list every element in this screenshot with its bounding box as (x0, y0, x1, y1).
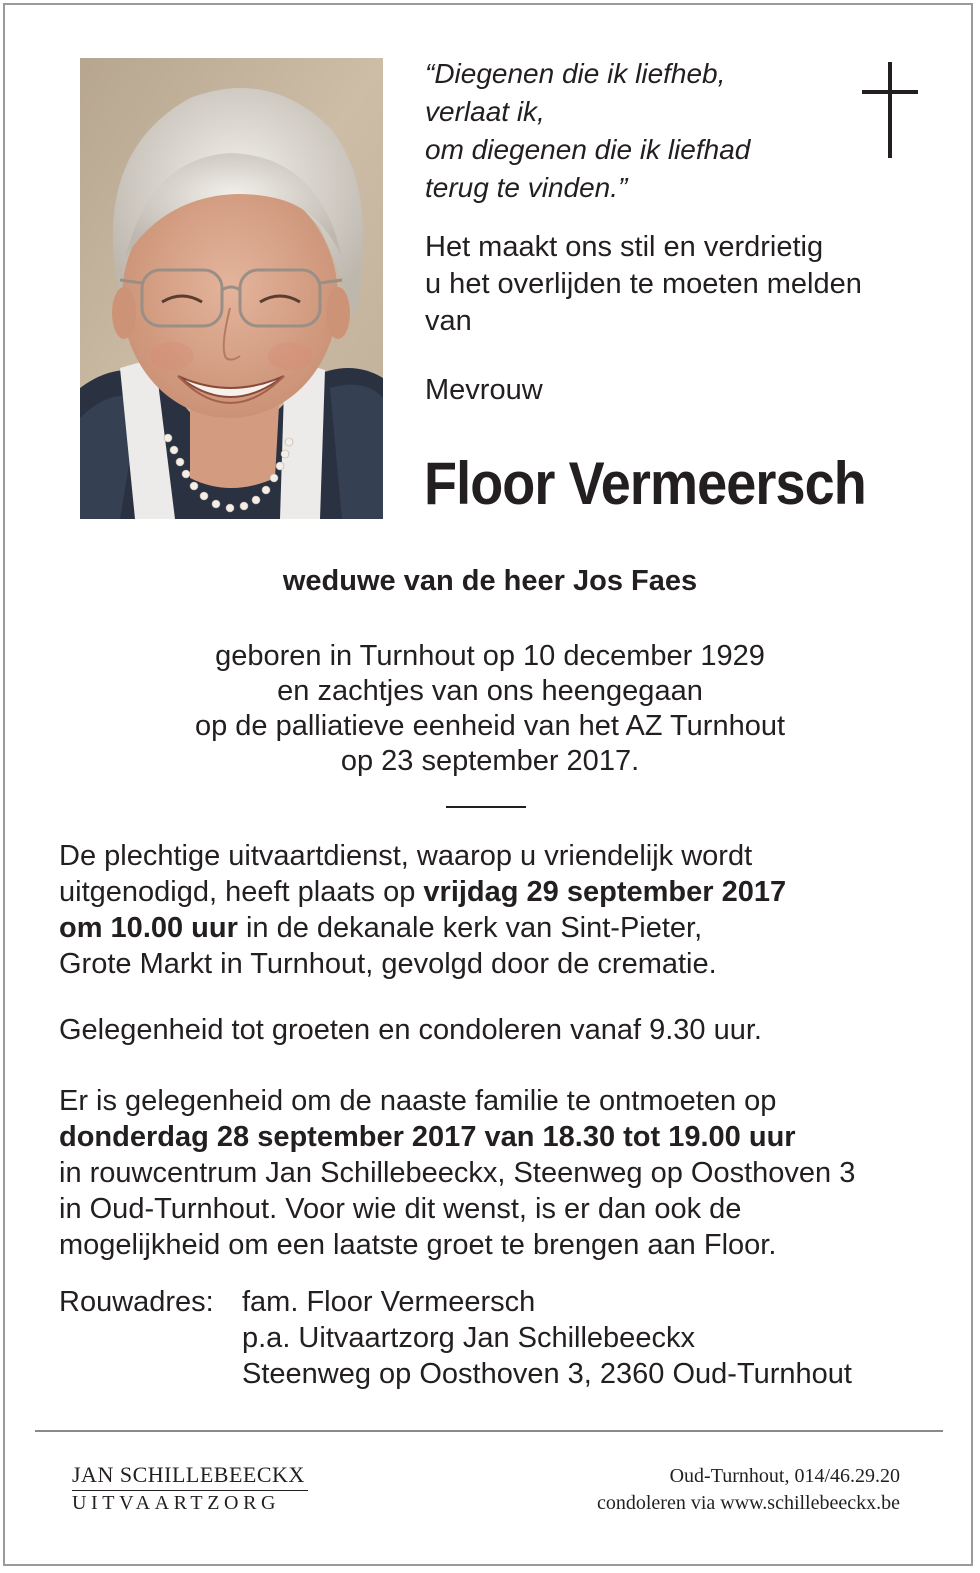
deceased-name: Floor Vermeersch (424, 450, 866, 517)
service-time: om 10.00 uur (59, 912, 238, 944)
greeting-paragraph (59, 1012, 939, 1048)
separator-line (446, 806, 526, 808)
family-meeting-paragraph (59, 1083, 939, 1263)
latin-cross-icon (860, 62, 920, 158)
announcement-intro (425, 229, 945, 340)
service-text: in de dekanale kerk van Sint-Pieter, (237, 912, 703, 944)
logo-name: JAN SCHILLEBEECKX (72, 1462, 305, 1487)
service-paragraph (59, 838, 939, 982)
birth-line: op de palliatieve eenheid van het AZ Turnhout (194, 710, 786, 742)
meeting-line: in Oud-Turnhout. Voor wie dit wenst, is er dan ook de (59, 1193, 742, 1225)
quote-block (425, 55, 845, 207)
widow-line: weduwe van de heer Jos Faes (282, 565, 698, 597)
intro-line: van (425, 305, 472, 337)
service-line (59, 874, 939, 910)
contact-website: condoleren via www.schillebeeckx.be (596, 1492, 900, 1514)
footer-contact (597, 1463, 900, 1517)
meeting-datetime: donderdag 28 september 2017 van 18.30 tot 19.00 uur (59, 1121, 796, 1153)
quote-line: om diegenen die ik liefhad (425, 134, 751, 165)
birth-line: op 23 september 2017. (340, 745, 640, 777)
portrait-photo (80, 58, 383, 519)
service-line (59, 910, 939, 946)
address-line: p.a. Uitvaartzorg Jan Schillebeeckx (242, 1322, 695, 1354)
address-line: Steenweg op Oosthoven 3, 2360 Oud-Turnhout (242, 1358, 852, 1390)
meeting-line (59, 1119, 939, 1155)
meeting-line: Er is gelegenheid om de naaste familie te ontmoeten op (59, 1085, 777, 1117)
contact-phone: Oud-Turnhout, 014/46.29.20 (669, 1465, 900, 1487)
greeting-line: Gelegenheid tot groeten en condoleren vanaf 9.30 uur. (59, 1014, 762, 1046)
address-line: fam. Floor Vermeersch (242, 1286, 536, 1318)
birth-death-info (0, 639, 980, 779)
portrait-illustration (80, 58, 383, 519)
footer-divider (35, 1430, 943, 1432)
address-label: Rouwadres: (59, 1286, 214, 1318)
quote-line: verlaat ik, (425, 96, 545, 127)
meeting-line: mogelijkheid om een laatste groet te brengen aan Floor. (59, 1229, 777, 1261)
birth-line: geboren in Turnhout op 10 december 1929 (215, 640, 765, 672)
meeting-line: in rouwcentrum Jan Schillebeeckx, Steenweg op Oosthoven 3 (59, 1157, 856, 1189)
intro-line: Het maakt ons stil en verdrietig (425, 231, 824, 263)
logo-subtitle: UITVAARTZORG (72, 1492, 281, 1514)
salutation: Mevrouw (425, 374, 543, 406)
funeral-home-logo (72, 1462, 312, 1515)
service-text: uitgenodigd, heeft plaats op (59, 876, 424, 908)
address-lines (242, 1284, 852, 1392)
service-line: Grote Markt in Turnhout, gevolgd door de crematie. (59, 948, 717, 980)
service-date: vrijdag 29 september 2017 (423, 876, 787, 908)
service-line: De plechtige uitvaartdienst, waarop u vriendelijk wordt (59, 840, 753, 872)
birth-line: en zachtjes van ons heengegaan (277, 675, 703, 707)
quote-line: “Diegenen die ik liefheb, (425, 58, 726, 89)
intro-line: u het overlijden te moeten melden (425, 268, 862, 300)
quote-line: terug te vinden.” (425, 172, 628, 203)
